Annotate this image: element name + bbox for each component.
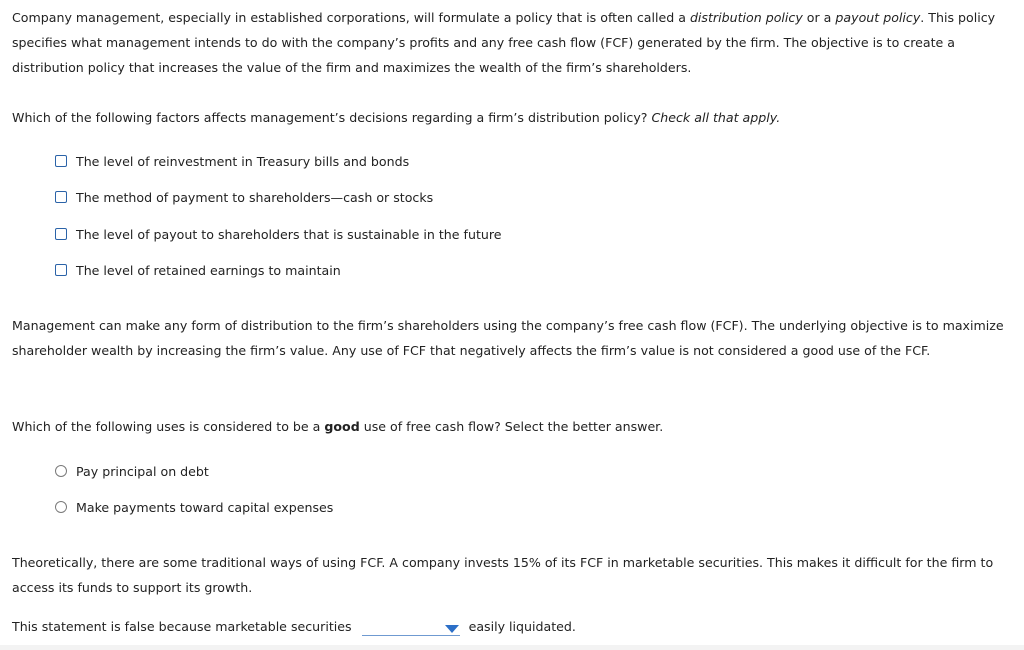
radio-option-label: Pay principal on debt	[76, 463, 209, 479]
checkbox[interactable]	[55, 191, 67, 203]
radio-button[interactable]	[55, 501, 67, 513]
traditional-uses-paragraph: Theoretically, there are some traditional ways of using FCF. A company invests 15% of its FCF in marketable securities. This makes it difficult for the firm to access its funds to support its growth.	[12, 555, 994, 595]
bottom-divider	[0, 645, 1024, 650]
intro-text-3: . This policy specifies what management intends to do with the company’s profits and any free cash flow (FCF) generated by the firm. The objective is to create a distribution policy that increases the value of the firm and maximizes the wealth of the firm’s shareholders.	[12, 10, 996, 75]
answer-dropdown[interactable]	[362, 617, 460, 636]
checkbox-option-label: The level of payout to shareholders that is sustainable in the future	[76, 226, 502, 242]
checkbox[interactable]	[55, 264, 67, 276]
question-1-instruction: Check all that apply.	[651, 110, 781, 125]
checkbox-option-2[interactable]	[55, 187, 433, 207]
question-2-emphasis: good	[324, 419, 360, 434]
question-1-prompt	[12, 105, 1012, 130]
checkbox-option-label: The level of reinvestment in Treasury bills and bonds	[76, 153, 410, 169]
question-2-text-before: Which of the following uses is considered to be a	[12, 419, 325, 434]
fcf-paragraph: Management can make any form of distribution to the firm’s shareholders using the company’s free cash flow (FCF). The underlying objective is to maximize shareholder wealth by increasing the firm’s value. Any use of FCF that negatively affects the firm’s value is not considered a good use of the FCF.	[12, 318, 1004, 358]
radio-button[interactable]	[55, 465, 67, 477]
statement-text-before: This statement is false because marketable securities	[12, 618, 352, 634]
checkbox-option-3[interactable]	[55, 224, 502, 244]
term-distribution-policy: distribution policy	[689, 10, 803, 25]
statement-text-after: easily liquidated.	[468, 618, 576, 634]
question-2-prompt	[12, 414, 1012, 439]
intro-text-1: Company management, especially in established corporations, will formulate a policy that is often called a	[12, 10, 690, 25]
checkbox-option-4[interactable]	[55, 260, 341, 280]
fill-in-statement	[12, 613, 576, 639]
checkbox[interactable]	[55, 228, 67, 240]
question-1-text: Which of the following factors affects management’s decisions regarding a firm’s distribution policy?	[12, 110, 652, 125]
radio-option-1[interactable]	[55, 461, 209, 481]
intro-text-2: or a	[802, 10, 836, 25]
radio-option-label: Make payments toward capital expenses	[76, 499, 334, 515]
checkbox-option-1[interactable]	[55, 151, 409, 171]
intro-paragraph	[12, 5, 1012, 80]
caret-down-icon[interactable]	[445, 625, 459, 633]
checkbox-option-label: The level of retained earnings to maintain	[76, 262, 341, 278]
term-payout-policy: payout policy	[835, 10, 921, 25]
question-2-text-after: use of free cash flow? Select the better answer.	[359, 419, 664, 434]
checkbox[interactable]	[55, 155, 67, 167]
radio-option-2[interactable]	[55, 497, 333, 517]
checkbox-option-label: The method of payment to shareholders—cash or stocks	[76, 189, 434, 205]
